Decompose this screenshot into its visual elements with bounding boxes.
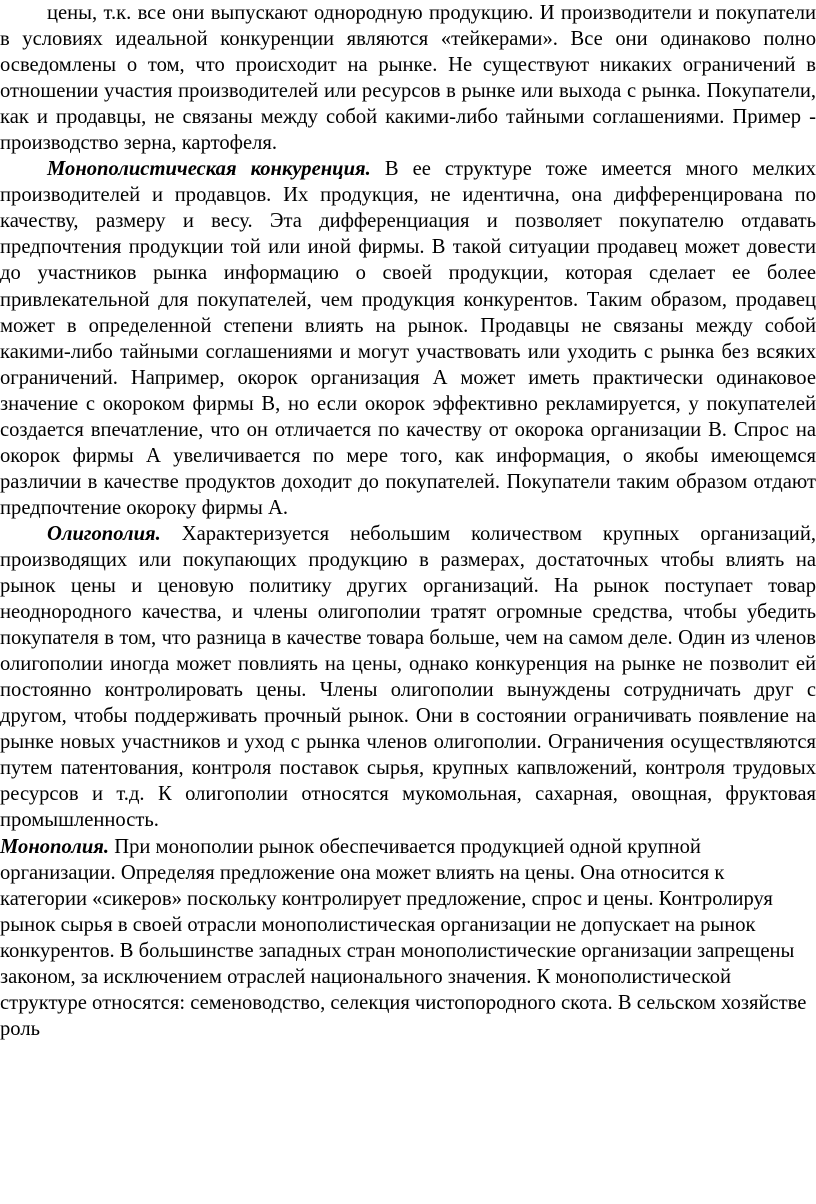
paragraph-oligopoly [0,521,816,834]
section-term-monopoly: Монополия. [0,835,110,858]
section-term-monopolistic-competition: Монополистическая конкуренция. [47,158,371,181]
paragraph-perfect-competition [0,0,816,156]
paragraph-text: Характеризуется небольшим количеством крупных организаций, производящих или покупающих продукцию в размерах, достаточных чтобы влиять на рынок цены и ценовую политику других организаций. На рынок поступает товар неоднородного качества, и члены олигополии тратят огромные средства, чтобы убедить покупателя в том, что разница в качестве товара больше, чем на самом деле. Один из членов олигополии иногда может повлиять на цены, однако конкуренция на рынке не позволит ей постоянно контролировать цены. Члены олигополии вынуждены сотрудничать друг с другом, чтобы поддерживать прочный рынок. Они в состоянии ограничивать появление на рынке новых участников и уход с рынка членов олигополии. Ограничения осуществляются путем патентования, контроля поставок сырья, крупных капвложений, контроля трудовых ресурсов и т.д. К олигополии относятся мукомольная, сахарная, овощная, фруктовая промышленность. [0,522,816,832]
paragraph-text: В ее структуре тоже имеется много мелких производителей и продавцов. Их продукция, не идентична, она дифференцирована по качеству, размеру и весу. Эта дифференциация и позволяет покупателю отдавать предпочтения продукции той или иной фирмы. В такой ситуации продавец может довести до участников рынка информацию о своей продукции, которая сделает ее более привлекательной для покупателей, чем продукция конкурентов. Таким образом, продавец может в определенной степени влиять на рынок. Продавцы не связаны между собой какими-либо тайными соглашениями и могут участвовать или уходить с рынка без всяких ограничений. Например, окорок организация А может иметь практически одинаковое значение с окороком фирмы В, но если окорок эффективно рекламируется, у покупателей создается впечатление, что он отличается по качеству от окорока организации В. Спрос на окорок фирмы А увеличивается по мере того, как информация, о якобы имеющемся различии в качестве продуктов доходит до покупателей. Покупатели таким образом отдают предпочтение окороку фирмы А. [0,158,816,519]
paragraph-monopolistic-competition [0,156,816,521]
paragraph-text: цены, т.к. все они выпускают однородную продукцию. И производители и покупатели в условиях идеальной конкуренции являются «тейкерами». Все они одинаково полно осведомлены о том, что происходит на рынке. Не существуют никаких ограничений в отношении участия производителей или ресурсов в рынке или выхода с рынка. Покупатели, как и продавцы, не связаны между собой какими-либо тайными соглашениями. Пример - производство зерна, картофеля. [0,2,816,155]
paragraph-text: При монополии рынок обеспечивается продукцией одной крупной организации. Определяя предложение она может влиять на цены. Она относится к категории «сикеров» поскольку контролирует предложение, спрос и цены. Контролируя рынок сырья в своей отрасли монополистическая организации не допускает на рынок конкурентов. В большинстве западных стран монополистические организации запрещены законом, за исключением отраслей национального значения. К монополистической структуре относятся: семеноводство, селекция чистопородного скота. В сельском хозяйстве роль [0,835,807,1040]
section-term-oligopoly: Олигополия. [47,522,161,545]
paragraph-monopoly [0,834,816,1042]
